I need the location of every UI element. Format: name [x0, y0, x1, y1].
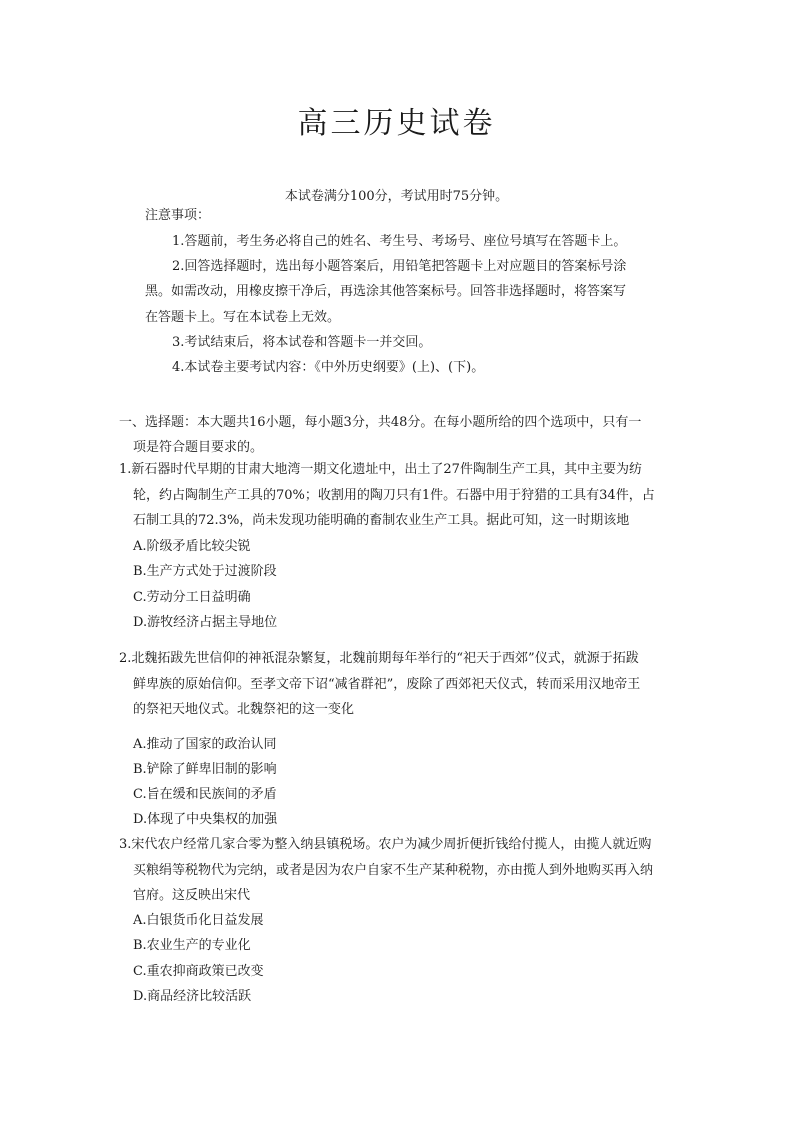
note-item-cont: 黑。如需改动，用橡皮擦干净后，再选涂其他答案标号。回答非选择题时，将答案写 [145, 284, 627, 299]
option-c: C.旨在缓和民族间的矛盾 [133, 787, 277, 802]
note-item-cont: 在答题卡上。写在本试卷上无效。 [145, 310, 341, 325]
question-text: 轮，约占陶制生产工具的70%；收割用的陶刀只有1件。石器中用于狩猎的工具有34件，占 [133, 488, 655, 503]
question-text: 1.新石器时代早期的甘肃大地湾一期文化遗址中，出土了27件陶制生产工具，其中主要为纺 [119, 462, 642, 477]
note-item: 3.考试结束后，将本试卷和答题卡一并交回。 [172, 335, 432, 350]
option-a: A.推动了国家的政治认同 [133, 737, 277, 752]
note-item: 1.答题前，考生务必将自己的姓名、考生号、考场号、座位号填写在答题卡上。 [172, 234, 627, 249]
exam-intro: 本试卷满分100分，考试用时75分钟。 [284, 189, 509, 204]
note-item: 2.回答选择题时，选出每小题答案后，用铅笔把答题卡上对应题目的答案标号涂 [172, 259, 627, 274]
option-a: A.白银货币化日益发展 [133, 913, 264, 928]
question-text: 的祭祀天地仪式。北魏祭祀的这一变化 [133, 702, 355, 717]
question-text: 官府。这反映出宋代 [133, 888, 251, 903]
question-text: 2.北魏拓跋先世信仰的神祇混杂繁复，北魏前期每年举行的“祀天于西郊”仪式，就源于拓跋 [119, 651, 639, 666]
question-text: 石制工具的72.3%，尚未发现功能明确的畜制农业生产工具。据此可知，这一时期该地 [133, 513, 630, 528]
page-title: 高三历史试卷 [297, 106, 496, 141]
option-c: C.重农抑商政策已改变 [133, 964, 264, 979]
option-b: B.生产方式处于过渡阶段 [133, 564, 277, 579]
option-d: D.游牧经济占据主导地位 [133, 615, 278, 630]
section-title-cont: 项是符合题目要求的。 [133, 440, 264, 455]
section-title: 一、选择题：本大题共16小题，每小题3分，共48分。在每小题所给的四个选项中，只有一 [119, 415, 642, 430]
option-d: D.体现了中央集权的加强 [133, 812, 278, 827]
option-a: A.阶级矛盾比较尖锐 [133, 539, 251, 554]
option-b: B.农业生产的专业化 [133, 938, 251, 953]
notes-heading: 注意事项： [145, 208, 211, 223]
option-c: C.劳动分工日益明确 [133, 590, 251, 605]
option-d: D.商品经济比较活跃 [133, 989, 252, 1004]
question-text: 3.宋代农户经常几家合零为整入纳县镇税场。农户为减少周折便折钱给付揽人，由揽人就近购 [119, 837, 652, 852]
question-text: 买粮绢等税物代为完纳，或者是因为农户自家不生产某种税物，亦由揽人到外地购买再入纳 [133, 863, 654, 878]
question-text: 鲜卑族的原始信仰。至孝文帝下诏“减省群祀”，废除了西郊祀天仪式，转而采用汉地帝王 [133, 677, 641, 692]
note-item: 4.本试卷主要考试内容：《中外历史纲要》(上)、(下)。 [172, 360, 485, 375]
option-b: B.铲除了鲜卑旧制的影响 [133, 762, 277, 777]
